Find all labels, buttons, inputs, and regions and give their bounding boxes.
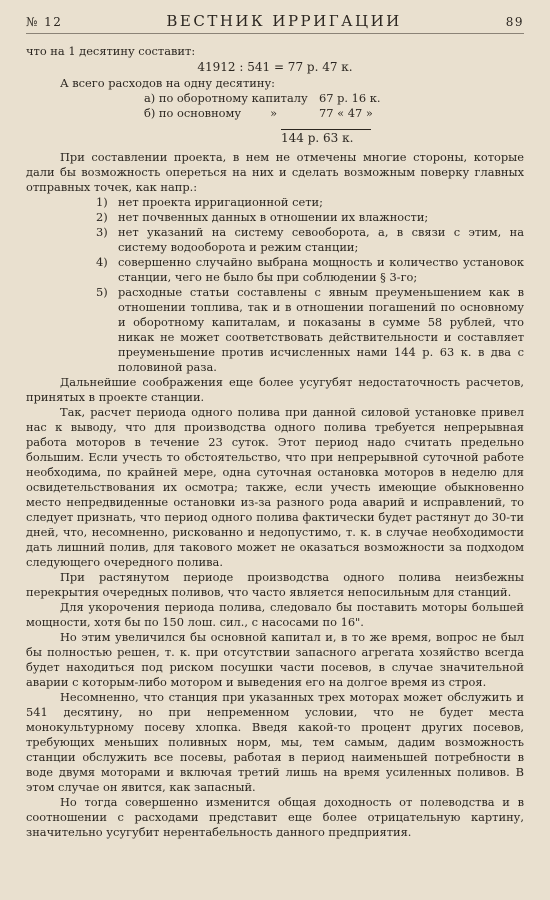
page-number: 89 <box>505 15 524 29</box>
paragraph: Несомненно, что станция при указанных трех моторах может обслужить и 541 десятину, но при непременном условии, что не будет места монокультурному посеву хлопка. Введя какой-то процент других посевов, требующих меньших поливных норм, мы, тем самым, дадим возможность станции обслужить все посевы, работая в период наименьшей потребности в воде двумя моторами и включая третий лишь на время усиленных поливов. В этом случае он явится, как запасный. <box>26 690 524 794</box>
issue-number: № 12 <box>26 15 63 29</box>
cost-formula: 41912 : 541 = 77 р. 47 к. <box>197 60 353 74</box>
page-header <box>26 12 524 34</box>
paragraph: Дальнейшие соображения еще более усугубят недостаточность расчетов, принятых в проекте станции. <box>26 375 524 404</box>
paragraph: При растянутом периоде производства одного полива неизбежны перекрытия очередных поливов, что часто является непосильным для станций. <box>26 570 524 599</box>
list-item: 2) нет почвенных данных в отношении их влажности; <box>96 210 429 224</box>
expense-item <box>144 106 524 121</box>
document-body <box>26 44 524 840</box>
intro-line: что на 1 десятину составит: <box>26 44 196 58</box>
paragraph: Так, расчет периода одного полива при данной силовой установке привел нас к выводу, что для производства одного полива требуется непрерывная работа моторов в течение 23 суток. Этот период надо считать предельно большим. Если учесть то обстоятельство, что при непрерывной суточной работе необходима, по крайней мере, одна суточная остановка моторов в неделю для освидетельствования их осмотра; также, если учесть имеющие обыкновенно место непредвиденные остановки из-за разного рода аварий и исправлений, то следует признать, что период одного полива фактически будет растянут до 30-ти дней, что, несомненно, рискованно и недопустимо, т. к. в случае необходимости дать лишний полив, для такового может не оказаться возможности за подходом следующего очередного полива. <box>26 405 524 569</box>
paragraph: Но этим увеличился бы основной капитал и, в то же время, вопрос не был бы полностью решен, т. к. при отсутствии запасного агрегата хозяйство всегда будет находиться под риском посушки части посевов, в случае значительной аварии с которым-либо мотором и выведения его на долгое время из строя. <box>26 630 524 689</box>
expenses-intro: А всего расходов на одну десятину: <box>60 76 276 90</box>
list-item: 3) нет указаний на систему севооборота, а, в связи с этим, на систему водооборота и режим станции; <box>96 225 524 254</box>
expense-label: а) по оборотному капиталу <box>144 91 308 105</box>
list-item: 5) расходные статьи составлены с явным преуменьшением как в отношении топлива, так и в отношении погашений по основному и оборотному капиталам, и показаны в сумме 58 рублей, что никак не может соответствовать действительности и составляет преуменьшение против исчисленных нами 144 р. 63 к. в два с половиной раза. <box>96 285 524 374</box>
deficiency-list <box>96 195 524 375</box>
paragraph: Для укорочения периода полива, следовало бы поставить моторы большей мощности, хотя бы по 150 лош. сил., с насосами по 16". <box>26 600 524 629</box>
paragraph: При составлении проекта, в нем не отмечены многие стороны, которые дали бы возможность опереться на них и сделать возможным поверку главных отправных точек, как напр.: <box>26 150 524 194</box>
list-item: 4) совершенно случайно выбрана мощность и количество установок станции, чего не было бы при соблюдении § 3-го; <box>96 255 524 284</box>
expense-value: 77 « 47 » <box>319 106 373 120</box>
paragraph: Но тогда совершенно изменится общая доходность от полеводства и в соотношении с расходами представит еще более отрицательную картину, значительно усугубит нерентабельность данного предприятия. <box>26 795 524 839</box>
expense-label: б) по основному » <box>144 106 278 120</box>
list-item: 1) нет проекта ирригационной сети; <box>96 195 323 209</box>
journal-title: ВЕСТНИК ИРРИГАЦИИ <box>166 12 402 30</box>
expense-total: 144 р. 63 к. <box>281 129 371 146</box>
expense-value: 67 р. 16 к. <box>319 91 381 105</box>
expense-item <box>144 91 524 106</box>
